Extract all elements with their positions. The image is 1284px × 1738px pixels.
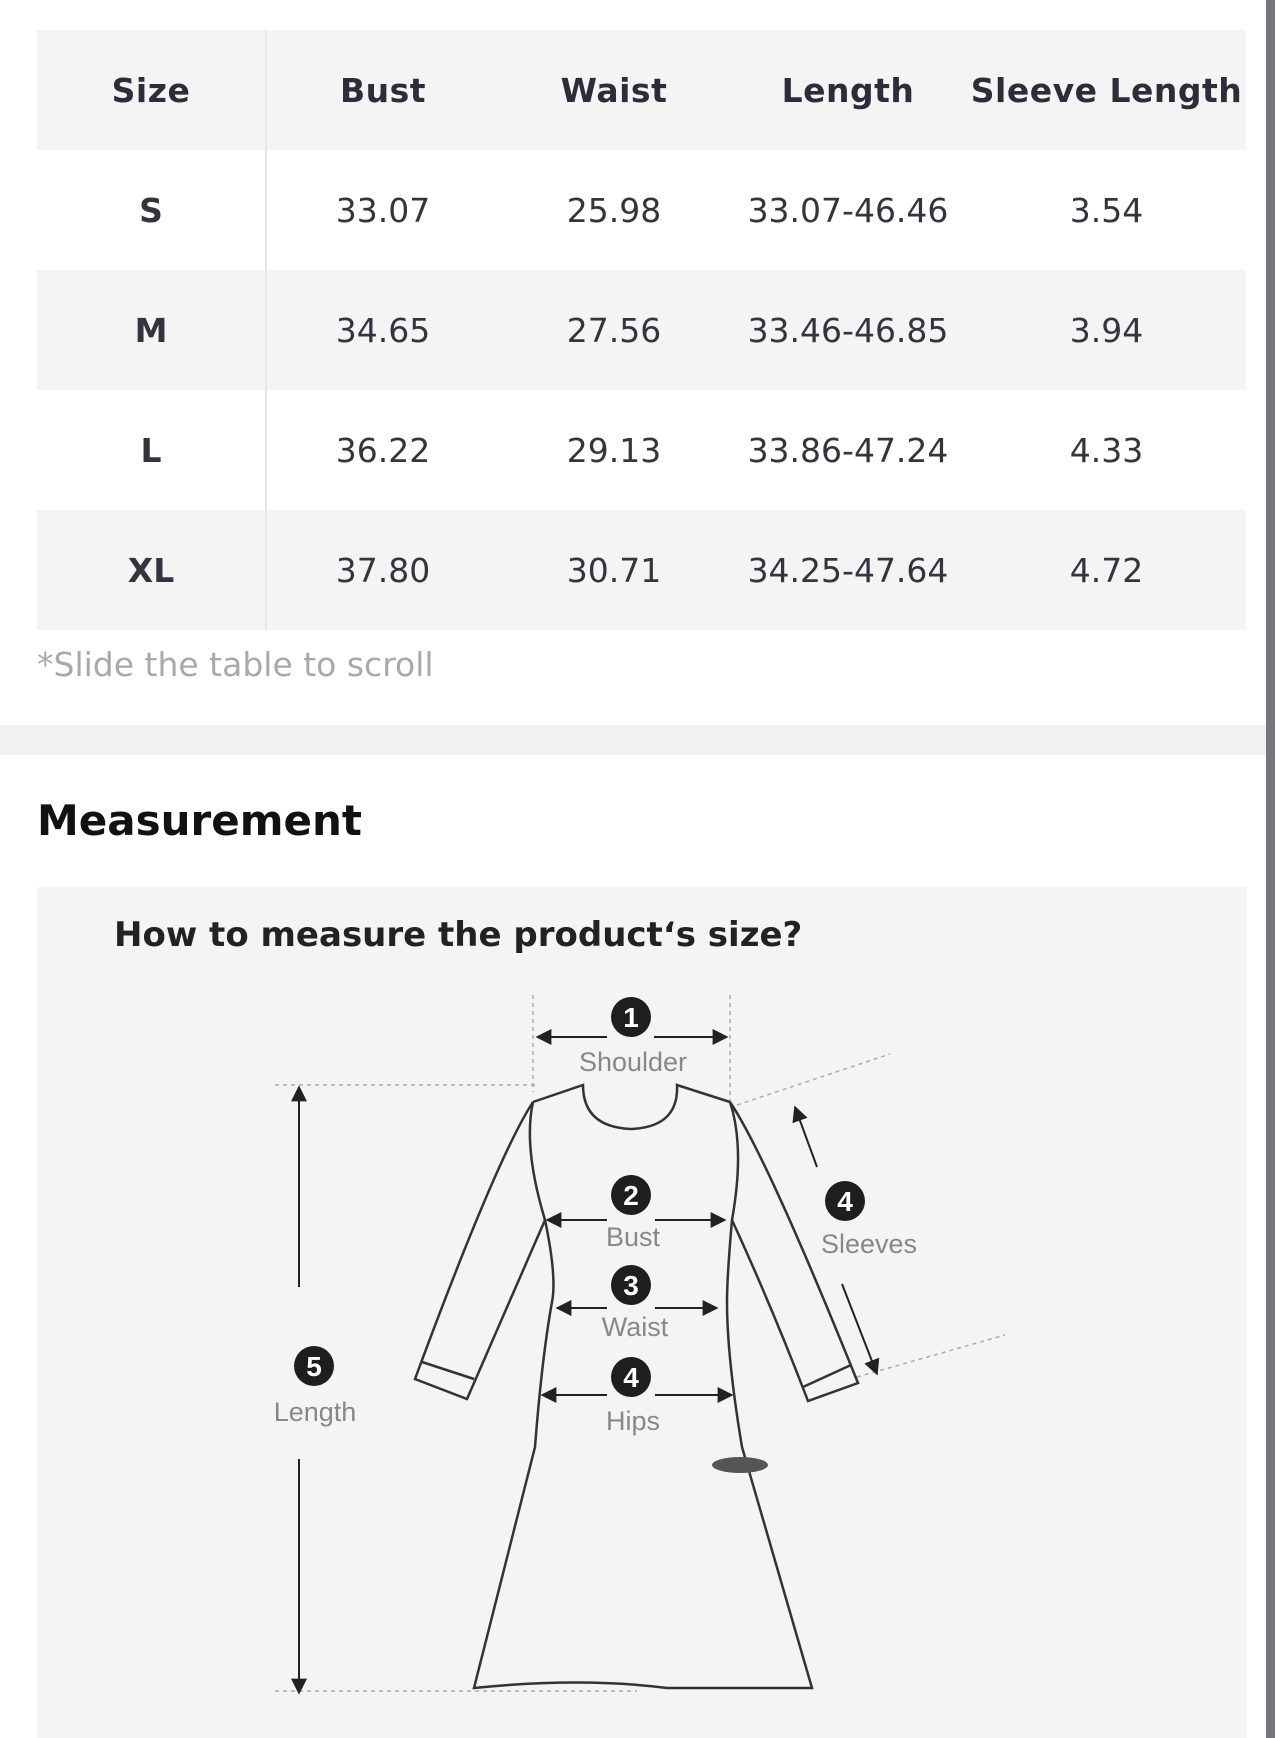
callout-number: 2 <box>623 1180 639 1211</box>
measurement-title: Measurement <box>37 796 362 845</box>
header-length: Length <box>781 70 915 110</box>
waist-cell: 27.56 <box>566 310 662 350</box>
callout-length <box>274 1346 357 1427</box>
header-bust: Bust <box>339 70 427 110</box>
size-cell: M <box>37 270 266 390</box>
table-row <box>37 270 1246 390</box>
diagram-heading: How to measure the product‘s size? <box>114 915 803 955</box>
dress-diagram <box>37 887 1247 1738</box>
table-row <box>37 150 1246 270</box>
callout-waist <box>602 1265 669 1342</box>
length-cell: 33.46-46.85 <box>747 310 949 350</box>
guide-lines <box>275 995 1005 1691</box>
callout-number: 3 <box>623 1270 639 1301</box>
waist-cell: 30.71 <box>566 550 662 590</box>
header-size: Size <box>37 30 266 150</box>
callout-sleeves <box>821 1181 917 1259</box>
header-sleeve-length: Sleeve Length <box>970 70 1243 110</box>
callout-label: Sleeves <box>820 1229 918 1259</box>
table-row <box>37 510 1246 630</box>
table-header-row <box>37 30 1246 150</box>
size-cell: XL <box>37 510 266 630</box>
size-chart-table[interactable] <box>37 30 1247 630</box>
page-scrollbar[interactable] <box>1266 0 1275 1738</box>
callout-label: Hips <box>605 1406 661 1436</box>
callout-label: Waist <box>601 1312 669 1342</box>
waist-cell: 25.98 <box>566 190 662 230</box>
callout-bust <box>606 1175 661 1252</box>
measurement-diagram <box>37 887 1247 1738</box>
callout-label: Bust <box>605 1222 661 1252</box>
callout-number: 1 <box>623 1002 639 1033</box>
bust-cell: 34.65 <box>335 310 431 350</box>
sleeve-length-cell: 4.72 <box>1069 550 1144 590</box>
bust-cell: 37.80 <box>335 550 431 590</box>
sleeve-length-cell: 3.54 <box>1069 190 1144 230</box>
header-waist: Waist <box>560 70 668 110</box>
bust-cell: 36.22 <box>335 430 431 470</box>
length-cell: 33.86-47.24 <box>747 430 949 470</box>
callout-label: Shoulder <box>578 1047 688 1077</box>
table-row <box>37 390 1246 510</box>
length-cell: 34.25-47.64 <box>747 550 949 590</box>
size-cell: S <box>37 150 266 270</box>
measurement-arrows <box>299 1037 877 1693</box>
belt-tie <box>712 1457 768 1473</box>
size-cell: L <box>37 390 266 510</box>
callout-hips <box>606 1357 660 1436</box>
sleeve-length-cell: 4.33 <box>1069 430 1144 470</box>
callout-number: 4 <box>837 1186 853 1217</box>
callout-label: Length <box>273 1397 357 1427</box>
waist-cell: 29.13 <box>566 430 662 470</box>
bust-cell: 33.07 <box>335 190 431 230</box>
length-cell: 33.07-46.46 <box>747 190 949 230</box>
scroll-hint: *Slide the table to scroll <box>37 645 434 684</box>
section-divider <box>0 725 1266 755</box>
callout-number: 5 <box>306 1351 322 1382</box>
sleeve-length-cell: 3.94 <box>1069 310 1144 350</box>
callout-number: 4 <box>623 1362 639 1393</box>
